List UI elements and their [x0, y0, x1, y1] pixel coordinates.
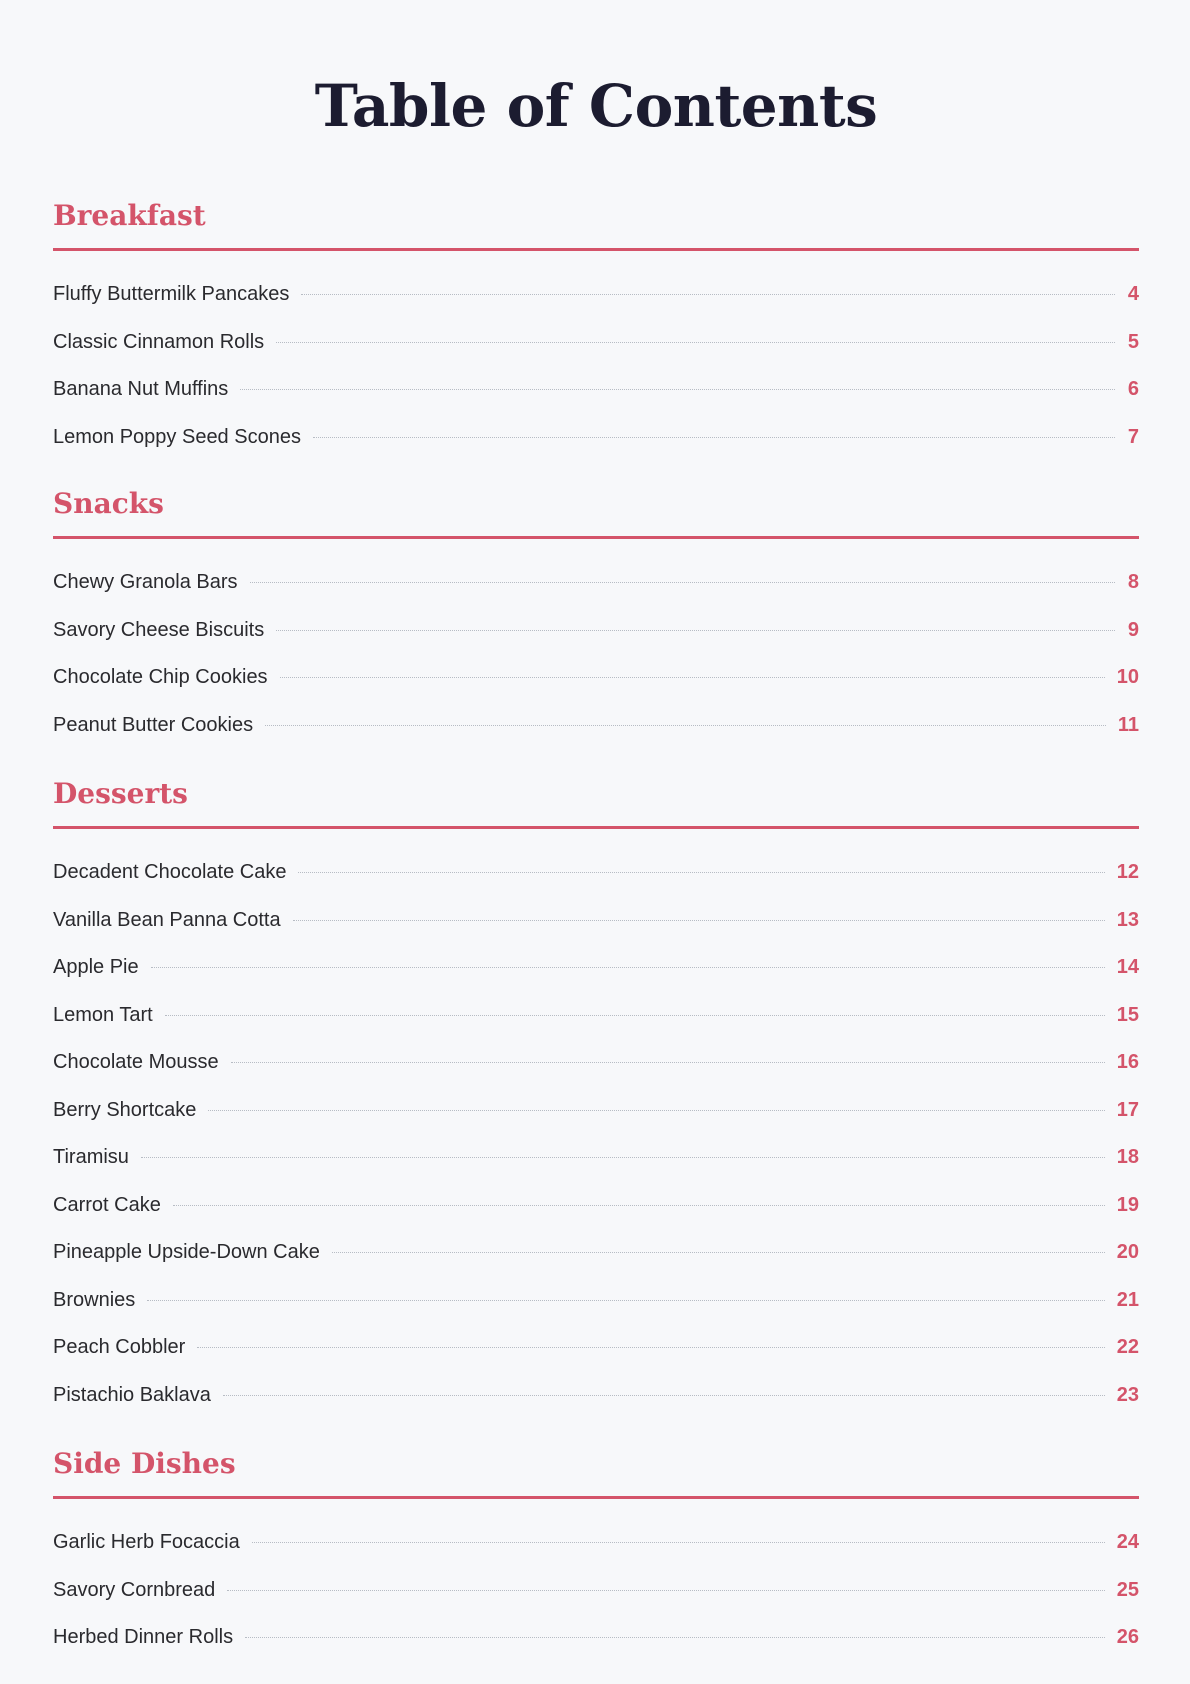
toc-entry[interactable] [53, 1039, 1139, 1087]
entry-page-number: 14 [1116, 956, 1139, 978]
entry-title: Berry Shortcake [53, 1098, 197, 1121]
toc-entry[interactable] [53, 849, 1139, 897]
entry-title: Apple Pie [53, 956, 139, 978]
entry-page-number: 19 [1116, 1193, 1139, 1216]
entry-title: Fluffy Buttermilk Pancakes [53, 283, 290, 305]
entry-page-number: 25 [1116, 1578, 1139, 1601]
entry-title: Peach Cobbler [53, 1336, 186, 1358]
entry-title: Pistachio Baklava [53, 1383, 211, 1406]
toc-entry[interactable] [53, 1087, 1139, 1135]
dot-leader [147, 1300, 1104, 1301]
entry-title: Savory Cheese Biscuits [53, 618, 265, 641]
section-snacks [53, 484, 1139, 749]
section-desserts [53, 774, 1139, 1419]
section-title: Breakfast [53, 199, 206, 232]
dot-leader [165, 1015, 1105, 1016]
toc-entry[interactable] [53, 1229, 1139, 1277]
entry-page-number: 5 [1127, 330, 1139, 353]
toc-entry[interactable] [53, 654, 1139, 702]
entry-page-number: 16 [1116, 1051, 1139, 1073]
entry-page-number: 24 [1116, 1531, 1139, 1553]
toc-entry[interactable] [53, 414, 1139, 462]
entry-title: Lemon Poppy Seed Scones [53, 425, 301, 448]
dot-leader [151, 967, 1105, 968]
dot-leader [265, 725, 1106, 726]
section-breakfast [53, 196, 1139, 461]
entry-title: Herbed Dinner Rolls [53, 1626, 234, 1648]
dot-leader [250, 582, 1115, 583]
entry-page-number: 10 [1116, 666, 1139, 688]
entry-title: Savory Cornbread [53, 1578, 216, 1601]
toc-entry[interactable] [53, 607, 1139, 655]
entry-title: Brownies [53, 1288, 136, 1311]
entry-title: Chewy Granola Bars [53, 571, 238, 593]
entry-title: Peanut Butter Cookies [53, 713, 254, 736]
dot-leader [276, 630, 1115, 631]
entry-page-number: 9 [1127, 618, 1139, 641]
entry-page-number: 12 [1116, 861, 1139, 883]
entry-title: Pineapple Upside-Down Cake [53, 1241, 320, 1263]
entry-title: Lemon Tart [53, 1003, 153, 1026]
dot-leader [240, 389, 1115, 390]
entry-title: Banana Nut Muffins [53, 378, 229, 400]
entry-page-number: 11 [1117, 713, 1139, 736]
toc-entry[interactable] [53, 1614, 1139, 1662]
toc-entry[interactable] [53, 1324, 1139, 1372]
dot-leader [293, 920, 1105, 921]
entry-title: Classic Cinnamon Rolls [53, 330, 265, 353]
toc-entry[interactable] [53, 1567, 1139, 1615]
entry-page-number: 26 [1116, 1626, 1139, 1648]
dot-leader [280, 677, 1105, 678]
entry-page-number: 15 [1116, 1003, 1139, 1026]
dot-leader [252, 1542, 1105, 1543]
toc-entry[interactable] [53, 1372, 1139, 1420]
toc-entry[interactable] [53, 702, 1139, 750]
entry-title: Tiramisu [53, 1146, 129, 1168]
entry-page-number: 17 [1116, 1098, 1139, 1121]
dot-leader [223, 1395, 1105, 1396]
entry-page-number: 4 [1127, 283, 1139, 305]
dot-leader [313, 437, 1115, 438]
entry-page-number: 8 [1127, 571, 1139, 593]
toc-entry[interactable] [53, 1519, 1139, 1567]
dot-leader [227, 1590, 1104, 1591]
section-title: Desserts [53, 777, 188, 810]
entry-title: Chocolate Chip Cookies [53, 666, 268, 688]
entry-page-number: 21 [1116, 1288, 1139, 1311]
toc-entry[interactable] [53, 559, 1139, 607]
dot-leader [208, 1110, 1104, 1111]
entry-page-number: 22 [1116, 1336, 1139, 1358]
dot-leader [197, 1347, 1104, 1348]
entry-page-number: 6 [1127, 378, 1139, 400]
dot-leader [298, 872, 1104, 873]
entry-title: Chocolate Mousse [53, 1051, 219, 1073]
section-title: Side Dishes [53, 1447, 236, 1480]
toc-entry[interactable] [53, 944, 1139, 992]
section-side-dishes [53, 1444, 1139, 1662]
dot-leader [141, 1157, 1105, 1158]
page-title: Table of Contents [314, 72, 878, 140]
section-divider [53, 1496, 1139, 1499]
entry-page-number: 7 [1127, 425, 1139, 448]
dot-leader [173, 1205, 1105, 1206]
dot-leader [245, 1637, 1105, 1638]
section-divider [53, 826, 1139, 829]
entry-title: Garlic Herb Focaccia [53, 1531, 240, 1553]
section-title: Snacks [53, 487, 164, 520]
toc-entry[interactable] [53, 271, 1139, 319]
dot-leader [276, 342, 1115, 343]
dot-leader [332, 1252, 1105, 1253]
toc-entry[interactable] [53, 897, 1139, 945]
dot-leader [301, 294, 1115, 295]
toc-entry[interactable] [53, 319, 1139, 367]
dot-leader [231, 1062, 1105, 1063]
entry-title: Vanilla Bean Panna Cotta [53, 908, 281, 931]
section-divider [53, 248, 1139, 251]
entry-page-number: 13 [1116, 908, 1139, 931]
entry-page-number: 18 [1116, 1146, 1139, 1168]
toc-entry[interactable] [53, 992, 1139, 1040]
toc-entry[interactable] [53, 1182, 1139, 1230]
entry-title: Decadent Chocolate Cake [53, 861, 287, 883]
toc-entry[interactable] [53, 1277, 1139, 1325]
toc-entry[interactable] [53, 1134, 1139, 1182]
entry-title: Carrot Cake [53, 1193, 161, 1216]
entry-page-number: 23 [1116, 1383, 1139, 1406]
entry-page-number: 20 [1116, 1241, 1139, 1263]
section-divider [53, 536, 1139, 539]
toc-entry[interactable] [53, 366, 1139, 414]
